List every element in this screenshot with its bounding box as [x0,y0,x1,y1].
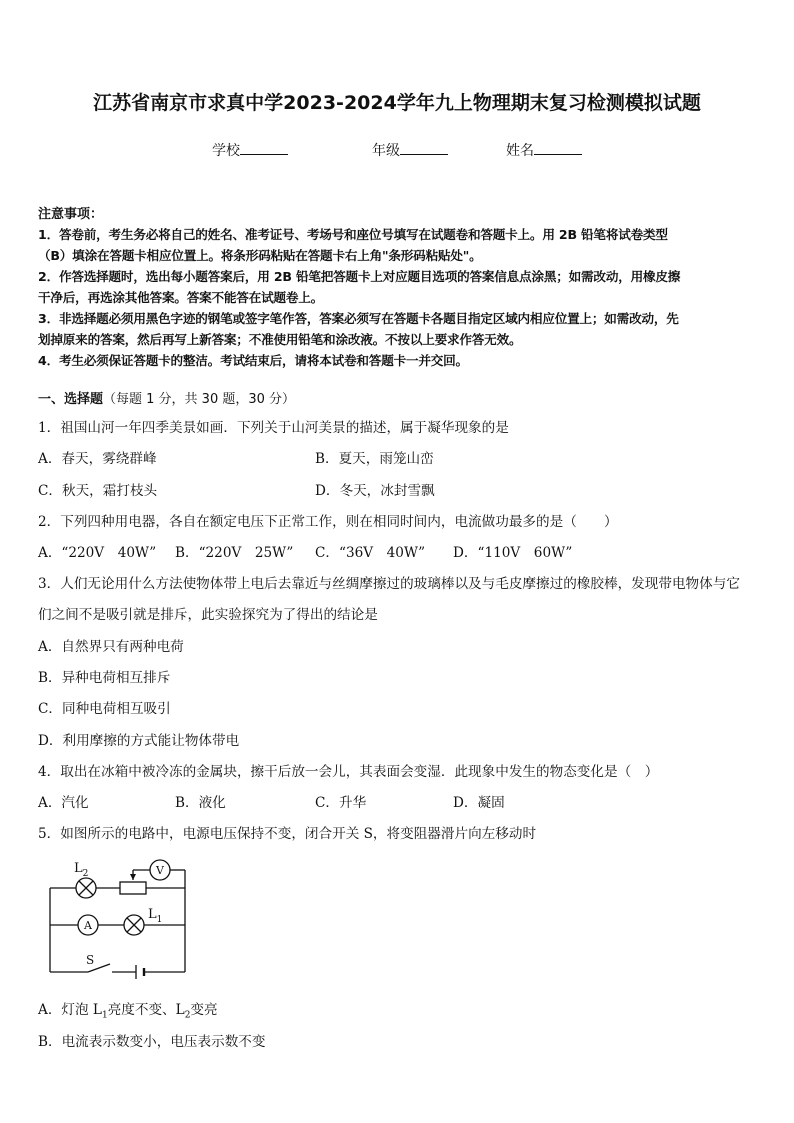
option-c[interactable]: C．“36V 40W” [315,545,426,561]
option-c[interactable]: C．升华 [315,795,367,811]
option-b[interactable]: B．“220V 25W” [175,545,294,561]
circuit-diagram [40,852,200,982]
option-d[interactable]: D．利用摩擦的方式能让物体带电 [38,733,240,749]
note-line: 2．作答选择题时，选出每小题答案后，用 2B 铅笔把答题卡上对应题目选项的答案信息点涂黑；如需改动，用橡皮擦 [38,269,681,284]
subscript-2: 2 [184,1010,191,1021]
question-stem: 3．人们无论用什么方法使物体带上电后去靠近与丝绸摩擦过的玻璃棒以及与毛皮摩擦过的橡胶棒，发现带电物体与它 [38,576,740,592]
note-line: 3．非选择题必须用黑色字迹的钢笔或签字笔作答，答案必须写在答题卡各题目指定区域内相应位置上；如需改动，先 [38,311,679,326]
note-line: 干净后，再选涂其他答案。答案不能答在试题卷上。 [38,290,324,305]
switch-label: S [86,953,95,967]
option-a-text: A．灯泡 L [38,1002,102,1018]
question-stem: 1．祖国山河一年四季美景如画．下列关于山河美景的描述，属于凝华现象的是 [38,420,509,436]
option-b[interactable]: B．电流表示数变小，电压表示数不变 [38,1034,266,1050]
option-b[interactable]: B．夏天，雨笼山峦 [315,451,434,467]
option-a-text: 亮度不变、L [107,1002,185,1018]
name-field[interactable] [506,140,582,160]
voltmeter-label: V [156,864,164,877]
rheostat [120,882,146,894]
ammeter-label: A [84,919,92,932]
question-stem: 们之间不是吸引就是排斥，此实验探究为了得出的结论是 [38,607,378,623]
lamp-l1-label: $L_1$ [148,907,163,925]
option-a[interactable]: A．自然界只有两种电荷 [38,639,184,655]
school-blank[interactable] [240,142,288,155]
subscript-1: 1 [101,1010,108,1021]
option-a[interactable]: A．汽化 [38,795,89,811]
lamp-l2-label: $L_2$ [74,861,89,879]
note-line: 1．答卷前，考生务必将自己的姓名、准考证号、考场号和座位号填写在试题卷和答题卡上。用 2B 铅笔将试卷类型 [38,227,668,242]
option-b[interactable]: B．异种电荷相互排斥 [38,670,171,686]
note-line: 4．考生必须保证答题卡的整洁。考试结束后，请将本试卷和答题卡一并交回。 [38,353,468,368]
question-stem: 2．下列四种用电器，各自在额定电压下正常工作，则在相同时间内，电流做功最多的是（ ） [38,514,618,530]
question-stem: 4．取出在冰箱中被冷冻的金属块，擦干后放一会儿，其表面会变湿．此现象中发生的物态变化是（ ） [38,764,659,780]
section-title: 一、选择题 [38,392,104,407]
question-stem: 5．如图所示的电路中，电源电压保持不变，闭合开关 S，将变阻器滑片向左移动时 [38,826,537,842]
note-line: 划掉原来的答案，然后再写上新答案；不准使用铅笔和涂改液。不按以上要求作答无效。 [38,332,522,347]
school-field[interactable] [212,140,288,160]
grade-field[interactable] [372,140,448,160]
option-d[interactable]: D．凝固 [453,795,505,811]
page-title: 江苏省南京市求真中学2023-2024学年九上物理期末复习检测模拟试题 [93,92,701,114]
name-blank[interactable] [534,142,582,155]
grade-blank[interactable] [400,142,448,155]
option-a[interactable]: A．“220V 40W” [38,545,157,561]
option-c[interactable]: C．同种电荷相互吸引 [38,701,171,717]
section-heading [38,388,295,407]
school-label: 学校 [212,143,240,159]
grade-label: 年级 [372,143,400,159]
option-d[interactable]: D．“110V 60W” [453,545,573,561]
notes-heading: 注意事项： [38,207,104,222]
section-points: （每题 1 分，共 30 题，30 分） [103,392,296,407]
option-a[interactable]: A．春天，雾绕群峰 [38,451,157,467]
note-line: （B）填涂在答题卡相应位置上。将条形码粘贴在答题卡右上角"条形码粘贴处"。 [38,248,482,263]
option-b[interactable]: B．液化 [175,795,226,811]
option-a-text: 变亮 [190,1002,218,1018]
name-label: 姓名 [506,143,534,159]
option-a[interactable] [38,998,218,1021]
option-d[interactable]: D．冬天，冰封雪飘 [315,483,435,499]
option-c[interactable]: C．秋天，霜打枝头 [38,483,158,499]
